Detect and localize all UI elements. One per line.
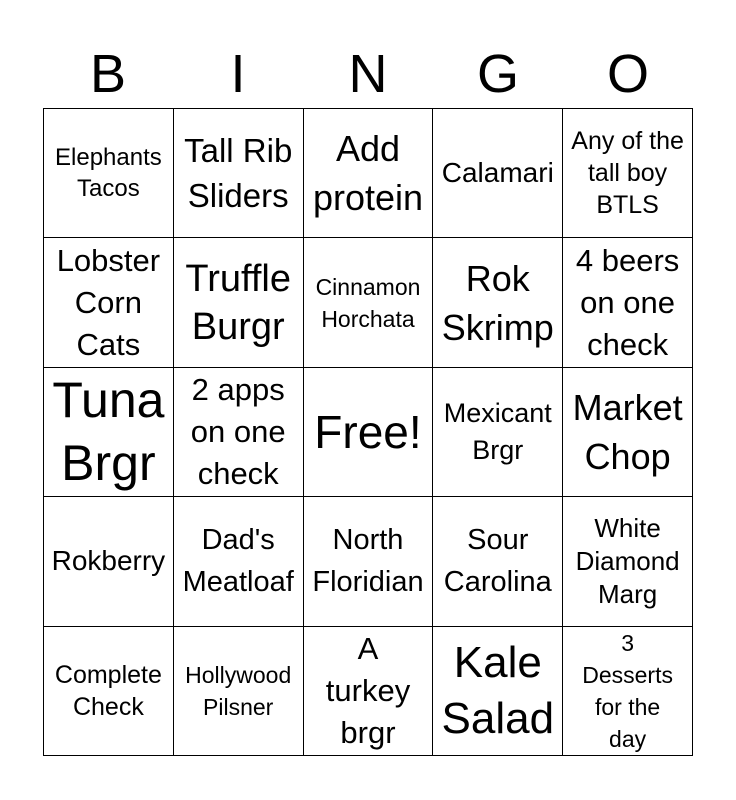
bingo-cell: 2 apps on one check bbox=[174, 368, 304, 497]
bingo-board bbox=[43, 108, 693, 756]
bingo-cell: Elephants Tacos bbox=[44, 109, 174, 238]
bingo-cell: Rok Skrimp bbox=[433, 238, 563, 367]
bingo-cell free-space: Free! bbox=[304, 368, 434, 497]
bingo-cell: Lobster Corn Cats bbox=[44, 238, 174, 367]
bingo-cell: Any of the tall boy BTLS bbox=[563, 109, 693, 238]
header-letter-n: N bbox=[348, 44, 388, 104]
bingo-cell: Complete Check bbox=[44, 627, 174, 756]
bingo-cell: North Floridian bbox=[304, 497, 434, 626]
header-letter-o: O bbox=[606, 44, 649, 104]
bingo-cell: Tuna Brgr bbox=[44, 368, 174, 497]
bingo-cell: Tall Rib Sliders bbox=[174, 109, 304, 238]
bingo-cell: 3 Desserts for the day bbox=[563, 627, 693, 756]
bingo-cell: Sour Carolina bbox=[433, 497, 563, 626]
bingo-cell: A turkey brgr bbox=[304, 627, 434, 756]
header-letter-b: B bbox=[89, 44, 127, 104]
header-letter-i: I bbox=[230, 44, 246, 104]
bingo-cell: Add protein bbox=[304, 109, 434, 238]
bingo-cell: Cinnamon Horchata bbox=[304, 238, 434, 367]
bingo-header bbox=[43, 40, 693, 108]
bingo-cell: Truffle Burgr bbox=[174, 238, 304, 367]
header-letter-g: G bbox=[476, 44, 519, 104]
bingo-cell: Calamari bbox=[433, 109, 563, 238]
bingo-cell: 4 beers on one check bbox=[563, 238, 693, 367]
bingo-cell: Kale Salad bbox=[433, 627, 563, 756]
bingo-cell: White Diamond Marg bbox=[563, 497, 693, 626]
bingo-cell: Mexicant Brgr bbox=[433, 368, 563, 497]
bingo-cell: Dad's Meatloaf bbox=[174, 497, 304, 626]
bingo-cell: Rokberry bbox=[44, 497, 174, 626]
bingo-cell: Hollywood Pilsner bbox=[174, 627, 304, 756]
bingo-cell: Market Chop bbox=[563, 368, 693, 497]
